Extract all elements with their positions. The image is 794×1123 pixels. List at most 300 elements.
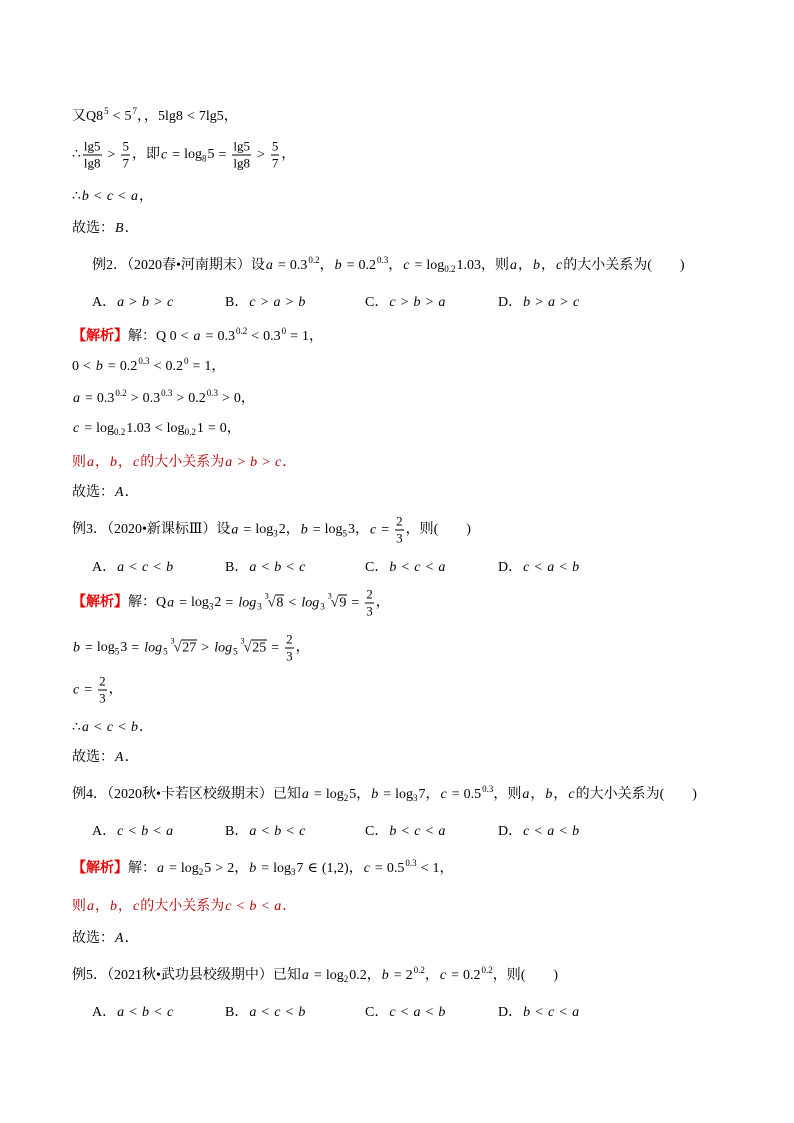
cube-root <box>264 593 285 613</box>
math-variable: c <box>440 787 447 802</box>
text-run: ， <box>388 258 403 273</box>
fraction-denominator: 3 <box>366 603 373 619</box>
solution-label: 【解析】 <box>72 595 128 611</box>
text-run: ， <box>553 787 568 802</box>
conclusion-line <box>72 453 296 473</box>
text-run: 的大小关系为 <box>140 899 225 914</box>
text-run: ， <box>366 968 381 983</box>
solution-label: 【解析】 <box>72 861 128 876</box>
math-operator: = <box>85 640 93 656</box>
text-run: ， <box>118 455 132 470</box>
option-b <box>225 558 306 578</box>
text-run: ， <box>95 455 109 470</box>
text-run: A． <box>92 560 117 575</box>
math-variable: c <box>142 560 149 575</box>
subscript: 0.2 <box>114 427 126 437</box>
math-operator: > <box>215 861 224 876</box>
math-operator: = <box>84 682 93 698</box>
math-variable: b <box>110 455 117 470</box>
text-run: C． <box>365 824 389 839</box>
math-variable: a <box>231 522 239 538</box>
solution-label: 【解析】 <box>72 329 128 344</box>
text-run: log <box>96 421 115 436</box>
math-operator: = <box>85 391 93 406</box>
math-variable: A <box>115 485 124 500</box>
math-variable: c <box>299 824 306 839</box>
math-operator: < <box>112 109 121 124</box>
text-run: D． <box>498 295 523 310</box>
option-a <box>92 1003 174 1023</box>
math-operator: = <box>313 787 322 802</box>
fraction-numerator: lg5 <box>233 138 250 154</box>
subscript: 3 <box>208 601 214 612</box>
math-variable: b <box>274 560 282 575</box>
math-variable: b <box>95 359 103 374</box>
math-operator: = <box>131 640 140 656</box>
text-run: ， <box>108 682 123 698</box>
math-operator: < <box>559 560 568 575</box>
fraction-denominator: 3 <box>99 690 106 706</box>
text-run: 7 <box>296 861 304 876</box>
math-operator: > <box>535 295 544 310</box>
math-variable: log <box>144 640 163 656</box>
text-run: D． <box>498 824 523 839</box>
text-run: ，即 <box>131 147 160 163</box>
text-run: 0 <box>72 359 79 374</box>
math-variable: b <box>274 824 282 839</box>
math-operator: = <box>351 595 360 611</box>
math-operator: < <box>261 824 270 839</box>
math-operator: < <box>535 1005 544 1020</box>
text-run: D． <box>498 1005 523 1020</box>
text-run: log <box>184 147 202 163</box>
text-run: ∴ <box>72 147 81 163</box>
math-operator: < <box>153 560 162 575</box>
text-run: ， <box>356 787 371 802</box>
math-operator: < <box>425 560 434 575</box>
math-operator: = <box>313 968 322 983</box>
math-variable: b <box>130 720 138 735</box>
math-operator: < <box>186 109 195 124</box>
text-run: 0 <box>219 421 227 436</box>
text-run: 例3．（2020•新课标Ⅲ）设 <box>72 522 231 538</box>
math-variable: a <box>249 824 257 839</box>
math-variable: B <box>115 221 124 236</box>
text-run: C． <box>365 1005 389 1020</box>
math-variable: b <box>572 560 580 575</box>
text-run: 2 <box>214 595 222 611</box>
math-variable: c <box>414 560 421 575</box>
text-run: 故选： <box>72 750 114 765</box>
text-run: 5 <box>349 787 357 802</box>
math-variable: c <box>363 861 370 876</box>
math-operator: = <box>383 787 392 802</box>
text-run: ∴ <box>72 189 81 204</box>
math-variable: a <box>193 329 201 344</box>
text-run: ，则 <box>493 787 522 802</box>
text-run: log <box>166 421 185 436</box>
math-variable: a <box>249 1005 257 1020</box>
radicand: 27 <box>182 640 197 656</box>
superscript: 0.3 <box>206 388 218 398</box>
text-run: ． <box>124 750 139 765</box>
fraction <box>83 140 102 171</box>
root-index: 3 <box>240 636 245 646</box>
text-run: 例4．（2020秋•卡若区校级期末）已知 <box>72 787 301 802</box>
math-variable: b <box>81 189 89 204</box>
option-b <box>225 1003 306 1023</box>
text-run: ． <box>124 221 139 236</box>
fraction-numerator: 2 <box>396 513 403 529</box>
math-variable: b <box>142 295 150 310</box>
text-run: 0.2 <box>349 968 367 983</box>
text-run: ， <box>281 147 296 163</box>
math-variable: a <box>166 824 174 839</box>
math-variable: b <box>523 295 531 310</box>
text-run: 解：Q 0 <box>128 329 177 344</box>
text-run: ， <box>285 522 300 538</box>
subscript: 2 <box>343 793 349 803</box>
math-operator: < <box>128 824 137 839</box>
option-b <box>225 293 306 313</box>
math-operator: < <box>425 1005 434 1020</box>
text-run: log <box>325 968 344 983</box>
text-run: 0.2 <box>188 391 206 406</box>
text-run: 1 <box>302 329 309 344</box>
math-operator: = <box>312 522 321 538</box>
math-variable: b <box>300 522 308 538</box>
math-variable: a <box>438 560 446 575</box>
math-variable: a <box>117 560 125 575</box>
question-line <box>72 966 558 986</box>
option-c <box>365 822 446 842</box>
fraction-denominator: 3 <box>396 530 403 546</box>
math-operator: < <box>401 560 410 575</box>
fraction-numerator: 2 <box>286 631 293 647</box>
fraction <box>365 588 374 619</box>
math-operator: < <box>154 421 163 436</box>
math-operator: < <box>93 720 102 735</box>
math-operator: < <box>286 560 295 575</box>
text-run: 1.03 <box>126 421 151 436</box>
text-run: 0.2 <box>358 258 376 273</box>
text-run: ，则( ) <box>405 522 471 538</box>
text-run: 5 <box>207 147 215 163</box>
text-run: B． <box>225 824 249 839</box>
superscript: 0.3 <box>482 784 494 794</box>
math-variable: b <box>438 1005 446 1020</box>
text-run: 故选： <box>72 221 114 236</box>
math-variable: b <box>73 640 80 656</box>
math-operator: < <box>288 595 297 611</box>
text-run: 0.2 <box>462 968 481 983</box>
math-variable: b <box>141 824 149 839</box>
math-variable: c <box>555 258 563 273</box>
math-operator: > <box>237 455 246 470</box>
choice-line <box>72 219 139 239</box>
radicand: 25 <box>252 640 267 656</box>
math-operator: > <box>425 295 434 310</box>
math-variable: b <box>413 295 421 310</box>
math-operator: = <box>205 329 214 344</box>
superscript: 0.2 <box>413 965 425 975</box>
text-run: 0.5 <box>463 787 482 802</box>
option-c <box>365 293 446 313</box>
text-run: 2 <box>278 522 286 538</box>
fraction-numerator: lg5 <box>83 138 101 154</box>
math-variable: a <box>273 295 281 310</box>
conclusion-line <box>72 897 296 917</box>
math-variable: c <box>572 295 580 310</box>
math-variable: c <box>166 295 174 310</box>
subscript: 5 <box>342 528 347 539</box>
text-run: B． <box>225 295 249 310</box>
option-a <box>92 293 174 313</box>
math-variable: c <box>523 824 530 839</box>
math-variable: a <box>438 824 446 839</box>
fraction-denominator: lg8 <box>233 155 250 171</box>
text-run: 0.3 <box>96 391 115 406</box>
math-variable: b <box>572 824 580 839</box>
math-operator: > <box>154 295 162 310</box>
math-operator: = <box>218 147 227 163</box>
math-variable: b <box>545 787 553 802</box>
math-variable: c <box>299 560 306 575</box>
math-variable: c <box>73 421 80 436</box>
math-variable: b <box>381 968 389 983</box>
fraction-numerator: 2 <box>366 586 373 602</box>
math-operator: = <box>290 329 298 344</box>
math-variable: a <box>73 391 80 406</box>
math-variable: c <box>160 147 168 163</box>
math-variable: c <box>403 258 410 273</box>
fraction <box>232 140 251 171</box>
text-run: log <box>96 640 115 656</box>
math-variable: a <box>265 258 273 273</box>
text-run: ， <box>223 109 238 124</box>
option-a <box>92 558 174 578</box>
text-run: ， <box>355 522 369 538</box>
math-operator: = <box>243 522 252 538</box>
option-d <box>498 558 580 578</box>
math-variable: b <box>142 1005 150 1020</box>
root-index: 3 <box>327 591 332 601</box>
math-variable: a <box>548 295 556 310</box>
text-run: ， <box>240 391 255 406</box>
math-operator: < <box>401 824 410 839</box>
math-operator: > <box>260 295 269 310</box>
superscript: 0.2 <box>481 965 493 975</box>
math-variable: c <box>133 899 140 914</box>
text-run: 0.3 <box>289 258 308 273</box>
math-variable: a <box>81 720 89 735</box>
text-run: ，则 <box>480 258 509 273</box>
math-variable: a <box>117 1005 125 1020</box>
superscript: 0.3 <box>161 388 173 398</box>
superscript: 0.2 <box>115 388 127 398</box>
text-run: B． <box>225 560 249 575</box>
math-operator: < <box>534 824 543 839</box>
text-run: ， <box>211 359 226 374</box>
text-run: log <box>255 522 274 538</box>
text-run: ． <box>124 485 139 500</box>
choice-line <box>72 748 139 768</box>
fraction-numerator: 2 <box>99 673 106 689</box>
text-run: ， <box>118 899 132 914</box>
math-variable: a <box>522 787 530 802</box>
math-operator: > <box>560 295 568 310</box>
math-operator: = <box>207 421 216 436</box>
superscript: 0 <box>281 326 287 336</box>
text-run: A． <box>92 295 117 310</box>
subscript: 0.2 <box>444 264 456 274</box>
question-line <box>92 256 685 276</box>
math-operator: = <box>172 147 181 163</box>
subscript: 5 <box>233 646 238 657</box>
fraction <box>271 140 280 171</box>
math-operator: < <box>425 824 434 839</box>
math-variable: A <box>115 750 124 765</box>
math-operator: > <box>130 391 139 406</box>
math-variable: a <box>547 560 555 575</box>
text-run: 1.03 <box>456 258 481 273</box>
math-variable: log <box>214 640 233 656</box>
radical-sign-icon: √ <box>330 595 339 611</box>
fraction-denominator: 3 <box>286 648 293 664</box>
subscript: 8 <box>201 153 207 164</box>
text-run: 则 <box>72 455 86 470</box>
math-variable: log <box>238 595 257 611</box>
text-run: 0.3 <box>217 329 235 344</box>
text-run: ， <box>319 258 334 273</box>
fraction <box>121 140 130 171</box>
math-variable: c <box>370 522 377 538</box>
math-operator: < <box>420 861 429 876</box>
root-index: 3 <box>264 591 269 601</box>
text-run: ， <box>226 421 241 436</box>
math-operator: = <box>414 258 423 273</box>
solution-line <box>72 718 153 738</box>
math-variable: b <box>389 824 397 839</box>
option-c <box>365 558 446 578</box>
text-run: 2 <box>405 968 413 983</box>
math-operator: < <box>559 824 568 839</box>
math-variable: A <box>115 931 124 946</box>
math-variable: c <box>275 455 282 470</box>
text-run: 0.3 <box>142 391 161 406</box>
math-operator: = <box>346 258 355 273</box>
math-variable: a <box>157 861 164 876</box>
math-variable: b <box>334 258 342 273</box>
text-run: ， <box>375 595 390 611</box>
math-variable: c <box>249 295 256 310</box>
solution-line <box>72 107 238 127</box>
option-a <box>92 822 174 842</box>
fraction-denominator: 7 <box>122 155 129 171</box>
math-variable: c <box>106 720 114 735</box>
math-operator: = <box>225 595 234 611</box>
math-operator: = <box>374 861 383 876</box>
superscript: 5 <box>104 106 109 116</box>
math-operator: = <box>271 640 280 656</box>
text-run: ， <box>234 861 249 876</box>
solution-line <box>72 419 241 439</box>
text-run: 0.2 <box>165 359 183 374</box>
math-variable: b <box>389 560 397 575</box>
math-operator: < <box>180 329 189 344</box>
math-variable: c <box>389 1005 396 1020</box>
text-run: 0.5 <box>386 861 405 876</box>
math-variable: b <box>110 899 117 914</box>
math-operator: = <box>169 861 177 876</box>
text-run: A． <box>92 1005 117 1020</box>
solution-line <box>72 675 123 706</box>
text-run: C． <box>365 295 389 310</box>
math-operator: < <box>251 329 260 344</box>
text-run: (1,2) <box>321 861 349 876</box>
subscript: 0.2 <box>184 427 196 437</box>
root-index: 3 <box>170 636 175 646</box>
text-run: 5lg8 <box>158 109 183 124</box>
superscript: 7 <box>132 106 138 116</box>
fraction-numerator: 5 <box>271 138 279 154</box>
math-variable: c <box>439 968 447 983</box>
math-operator: < <box>153 359 162 374</box>
superscript: 0.3 <box>376 255 389 265</box>
math-operator: = <box>179 595 188 611</box>
text-run: 的大小关系为 <box>140 455 225 470</box>
math-variable: a <box>249 560 257 575</box>
math-operator: > <box>400 295 409 310</box>
text-run: ． <box>124 931 139 946</box>
subscript: 2 <box>343 974 349 984</box>
choice-line <box>72 483 139 503</box>
math-operator: = <box>393 968 402 983</box>
math-operator: < <box>153 824 162 839</box>
math-operator: ∈ <box>307 861 318 876</box>
text-run: log <box>191 595 209 611</box>
text-run: ， <box>424 968 439 983</box>
text-run: ， <box>348 861 363 876</box>
math-variable: c <box>548 1005 555 1020</box>
math-variable: log <box>301 595 320 611</box>
solution-line <box>72 357 225 377</box>
subscript: 5 <box>163 646 168 657</box>
fraction-denominator: 7 <box>271 155 279 171</box>
text-run: B． <box>225 1005 249 1020</box>
subscript: 3 <box>413 793 418 803</box>
math-operator: > <box>107 147 116 163</box>
math-variable: b <box>523 1005 531 1020</box>
math-variable: a <box>509 258 517 273</box>
math-operator: > <box>201 640 210 656</box>
math-variable: c <box>133 455 140 470</box>
text-run: ， <box>309 329 323 344</box>
math-variable: b <box>532 258 540 273</box>
text-run: C． <box>365 560 389 575</box>
text-run: ， <box>540 258 555 273</box>
text-run: 的大小关系为( ) <box>563 258 685 273</box>
text-run: 0 <box>233 391 241 406</box>
math-variable: a <box>274 899 282 914</box>
math-operator: < <box>559 1005 568 1020</box>
option-b <box>225 822 306 842</box>
math-operator: > <box>262 455 271 470</box>
math-operator: < <box>534 560 543 575</box>
math-operator: = <box>451 968 459 983</box>
subscript: 5 <box>114 646 120 657</box>
math-variable: b <box>166 560 174 575</box>
